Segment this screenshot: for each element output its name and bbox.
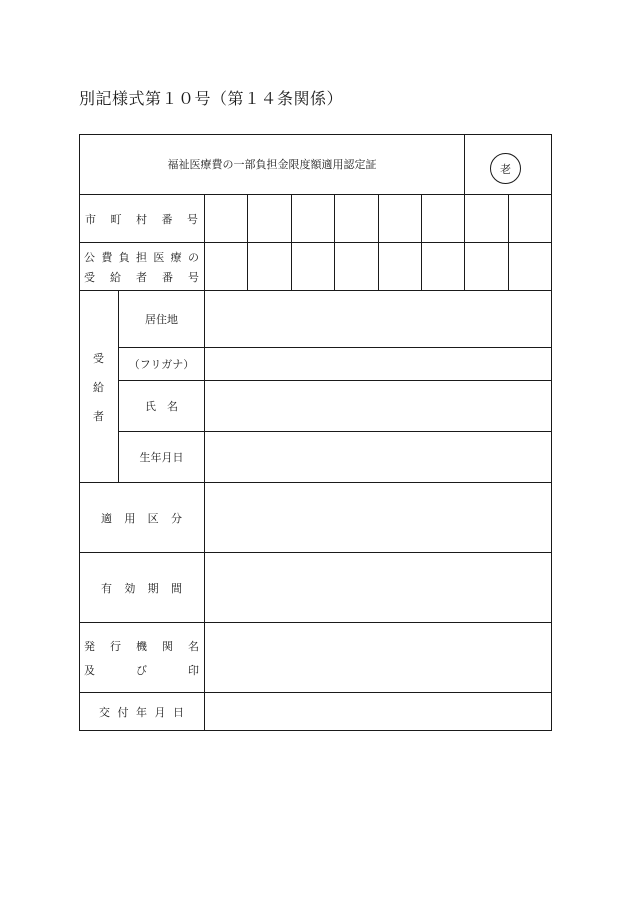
issuer-name-and-seal-label: [79, 623, 204, 692]
municipal-number-label: [79, 195, 204, 242]
public-expense-digit-box[interactable]: [379, 243, 421, 290]
municipal-number-digit-box[interactable]: [205, 195, 247, 242]
seal-character: 老: [500, 162, 511, 176]
name-field[interactable]: [205, 381, 551, 431]
category-field[interactable]: [205, 483, 551, 552]
label-char: 公: [84, 250, 95, 264]
validity-period-field[interactable]: [205, 553, 551, 622]
label-char: 療: [170, 250, 182, 264]
public-expense-digit-box[interactable]: [205, 243, 247, 290]
recipient-group-char: 者: [93, 409, 104, 423]
issue-date-char: 月: [154, 705, 166, 719]
issue-date-char: 付: [117, 705, 129, 719]
recipient-group-label: [79, 291, 118, 482]
label-char: び: [136, 663, 147, 677]
public-expense-digit-box[interactable]: [248, 243, 291, 290]
date-of-birth-label: 生年月日: [139, 451, 184, 464]
furigana-label: （フリガナ）: [128, 358, 195, 371]
label-char: 者: [136, 270, 147, 284]
label-char: 医: [153, 250, 165, 264]
issuer-label-line2: [84, 662, 199, 678]
issue-date-field[interactable]: [205, 693, 551, 730]
label-char: 給: [110, 270, 121, 284]
municipal-number-digit-box[interactable]: [292, 195, 334, 242]
label-char: 発: [84, 639, 95, 653]
issue-date-char: 日: [173, 705, 184, 719]
validity-char: 有: [101, 581, 112, 595]
address-label: 居住地: [145, 313, 178, 326]
category-char: 用: [124, 511, 136, 525]
label-char: 負: [118, 250, 130, 264]
municipal-number-char: 町: [110, 212, 122, 226]
recipient-group-char: 給: [93, 380, 104, 394]
label-char: 行: [110, 639, 121, 653]
validity-period-label: [79, 553, 204, 622]
municipal-number-char: 番: [161, 212, 173, 226]
recipient-group-char: 受: [93, 351, 104, 365]
municipal-number-digit-box[interactable]: [422, 195, 464, 242]
public-expense-digit-box[interactable]: [465, 243, 508, 290]
form-number-heading: 別記様式第１０号（第１４条関係）: [79, 89, 344, 108]
label-char: 担: [135, 250, 147, 264]
date-of-birth-field[interactable]: [205, 432, 551, 482]
municipal-number-digit-box[interactable]: [379, 195, 421, 242]
label-char: 受: [84, 270, 95, 284]
label-char: 名: [188, 639, 199, 653]
municipal-number-digit-box[interactable]: [465, 195, 508, 242]
certificate-title: 福祉医療費の一部負担金限度額適用認定証: [167, 158, 377, 171]
validity-char: 間: [170, 581, 182, 595]
public-expense-recipient-number-label: [79, 243, 204, 290]
label-char: 番: [162, 270, 173, 284]
furigana-field[interactable]: [205, 348, 551, 380]
name-label: 氏 名: [145, 400, 178, 413]
municipal-number-digit-box[interactable]: [248, 195, 291, 242]
public-expense-label-line1: [84, 249, 199, 265]
municipal-number-digit-box[interactable]: [509, 195, 551, 242]
public-expense-label-line2: [84, 269, 199, 285]
validity-char: 効: [124, 581, 136, 595]
seal-circle: [490, 153, 521, 184]
public-expense-digit-box[interactable]: [422, 243, 464, 290]
municipal-number-char: 号: [187, 212, 198, 226]
label-char: 機: [136, 639, 147, 653]
category-char: 分: [170, 511, 182, 525]
label-char: 費: [101, 250, 113, 264]
issue-date-char: 年: [136, 705, 147, 719]
municipal-number-digit-box[interactable]: [335, 195, 378, 242]
issuer-field[interactable]: [205, 623, 551, 692]
category-char: 区: [147, 511, 159, 525]
label-char: 関: [162, 639, 173, 653]
municipal-number-char: 村: [136, 212, 147, 226]
issuer-label-line1: [84, 638, 199, 654]
category-label: [79, 483, 204, 552]
public-expense-digit-box[interactable]: [335, 243, 378, 290]
certificate-form: [79, 134, 552, 731]
label-char: 及: [84, 663, 95, 677]
public-expense-digit-box[interactable]: [292, 243, 334, 290]
municipal-number-char: 市: [85, 212, 96, 226]
category-char: 適: [101, 511, 112, 525]
label-char: 号: [188, 270, 199, 284]
issue-date-label: [79, 693, 204, 730]
label-char: 印: [188, 663, 199, 677]
label-char: の: [187, 250, 199, 264]
validity-char: 期: [147, 581, 159, 595]
address-field[interactable]: [205, 291, 551, 347]
issue-date-char: 交: [99, 705, 110, 719]
